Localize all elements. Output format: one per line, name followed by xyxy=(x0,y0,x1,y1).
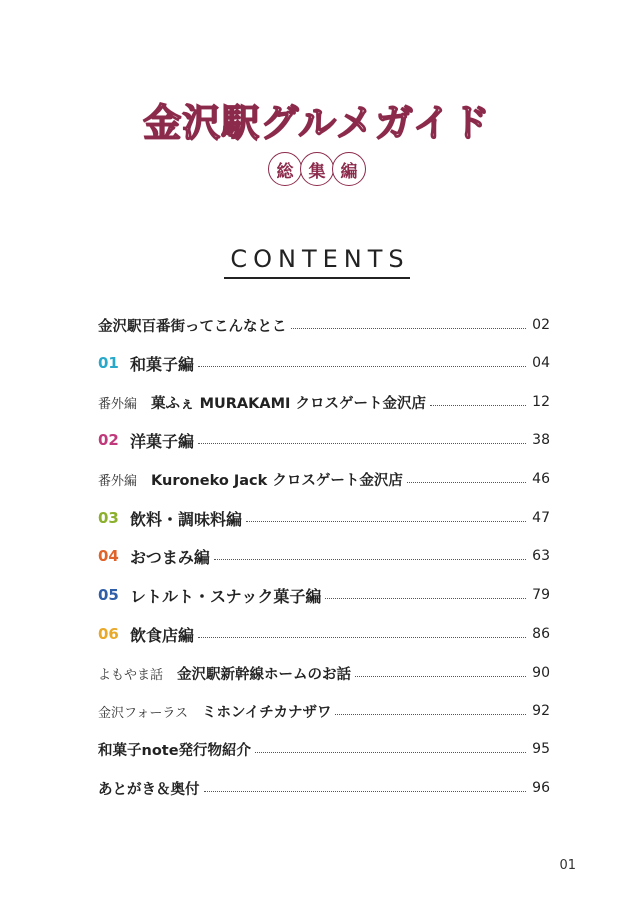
subtitle-char: 編 xyxy=(332,152,366,186)
toc-leader-dots xyxy=(335,714,526,715)
toc-entry-page: 79 xyxy=(532,587,550,603)
toc-leader-dots xyxy=(246,521,526,522)
toc-entry-page: 46 xyxy=(532,471,550,487)
toc-entry-page: 38 xyxy=(532,432,550,448)
toc-leader-dots xyxy=(355,676,526,677)
toc-entry[interactable] xyxy=(98,734,550,764)
toc-entry[interactable] xyxy=(98,464,550,494)
toc-entry-label: 菓ふぇ MURAKAMI クロスゲート金沢店 xyxy=(151,395,426,412)
toc-entry-number: 06 xyxy=(98,625,119,643)
toc-entry-label: 飲料・調味料編 xyxy=(130,509,243,529)
toc-entry-prefix: 金沢フォーラス xyxy=(98,705,188,721)
toc-entry[interactable] xyxy=(98,503,550,533)
toc-leader-dots xyxy=(214,559,526,560)
toc-leader-dots xyxy=(204,791,527,792)
toc-leader-dots xyxy=(198,443,526,444)
toc-leader-dots xyxy=(325,598,526,599)
toc-entry[interactable] xyxy=(98,310,550,340)
toc-leader-dots xyxy=(291,328,527,329)
subtitle-char: 集 xyxy=(300,152,334,186)
toc-entry[interactable] xyxy=(98,696,550,726)
toc-entry-page: 63 xyxy=(532,548,550,564)
toc-entry-page: 86 xyxy=(532,626,550,642)
toc-entry-label: レトルト・スナック菓子編 xyxy=(130,586,322,606)
toc-entry-number: 05 xyxy=(98,586,119,604)
toc-entry-number: 03 xyxy=(98,509,119,527)
toc-entry-number: 02 xyxy=(98,431,119,449)
toc-entry-number: 04 xyxy=(98,547,119,565)
toc-entry-prefix: よもやま話 xyxy=(98,667,164,683)
toc-entry-page: 92 xyxy=(532,703,550,719)
toc-entry-page: 47 xyxy=(532,510,550,526)
toc-entry-page: 02 xyxy=(532,317,550,333)
toc-entry[interactable] xyxy=(98,580,550,610)
toc-entry-label: 洋菓子編 xyxy=(130,431,195,451)
toc-entry-label: 和菓子note発行物紹介 xyxy=(98,742,252,759)
toc-leader-dots xyxy=(430,405,526,406)
page-title: 金沢駅グルメガイド xyxy=(143,101,491,145)
toc-entry-label: Kuroneko Jack クロスゲート金沢店 xyxy=(151,472,403,489)
toc-entry-page: 90 xyxy=(532,665,550,681)
toc-entry-page: 95 xyxy=(532,741,550,757)
toc-entry-prefix: 番外編 xyxy=(98,473,138,489)
toc-entry[interactable] xyxy=(98,773,550,803)
toc-entry-page: 12 xyxy=(532,394,550,410)
toc-leader-dots xyxy=(255,752,526,753)
toc-entry-label: ミホンイチカナザワ xyxy=(201,704,332,721)
toc-entry-prefix: 番外編 xyxy=(98,396,138,412)
toc-entry-label: あとがき＆奥付 xyxy=(98,781,200,798)
toc-leader-dots xyxy=(198,637,526,638)
toc-entry-page: 04 xyxy=(532,355,550,371)
page-number: 01 xyxy=(559,858,576,873)
toc-entry[interactable] xyxy=(98,387,550,417)
toc-entry[interactable] xyxy=(98,658,550,688)
toc-entry[interactable] xyxy=(98,425,550,455)
toc-entry-page: 96 xyxy=(532,780,550,796)
toc-entry-label: 飲食店編 xyxy=(130,625,195,645)
contents-heading-text: CONTENTS xyxy=(224,245,409,279)
toc-entry[interactable] xyxy=(98,541,550,571)
toc-entry[interactable] xyxy=(98,619,550,649)
subtitle-char: 総 xyxy=(268,152,302,186)
toc-entry-label: 金沢駅新幹線ホームのお話 xyxy=(177,666,352,683)
toc-entry[interactable] xyxy=(98,348,550,378)
contents-heading xyxy=(0,245,634,279)
toc-leader-dots xyxy=(198,366,526,367)
toc-leader-dots xyxy=(407,482,526,483)
toc-entry-label: 金沢駅百番街ってこんなとこ xyxy=(98,318,287,335)
subtitle xyxy=(0,152,634,186)
toc-entry-label: 和菓子編 xyxy=(130,354,195,374)
toc-entry-label: おつまみ編 xyxy=(130,547,210,567)
toc-entry-number: 01 xyxy=(98,354,119,372)
